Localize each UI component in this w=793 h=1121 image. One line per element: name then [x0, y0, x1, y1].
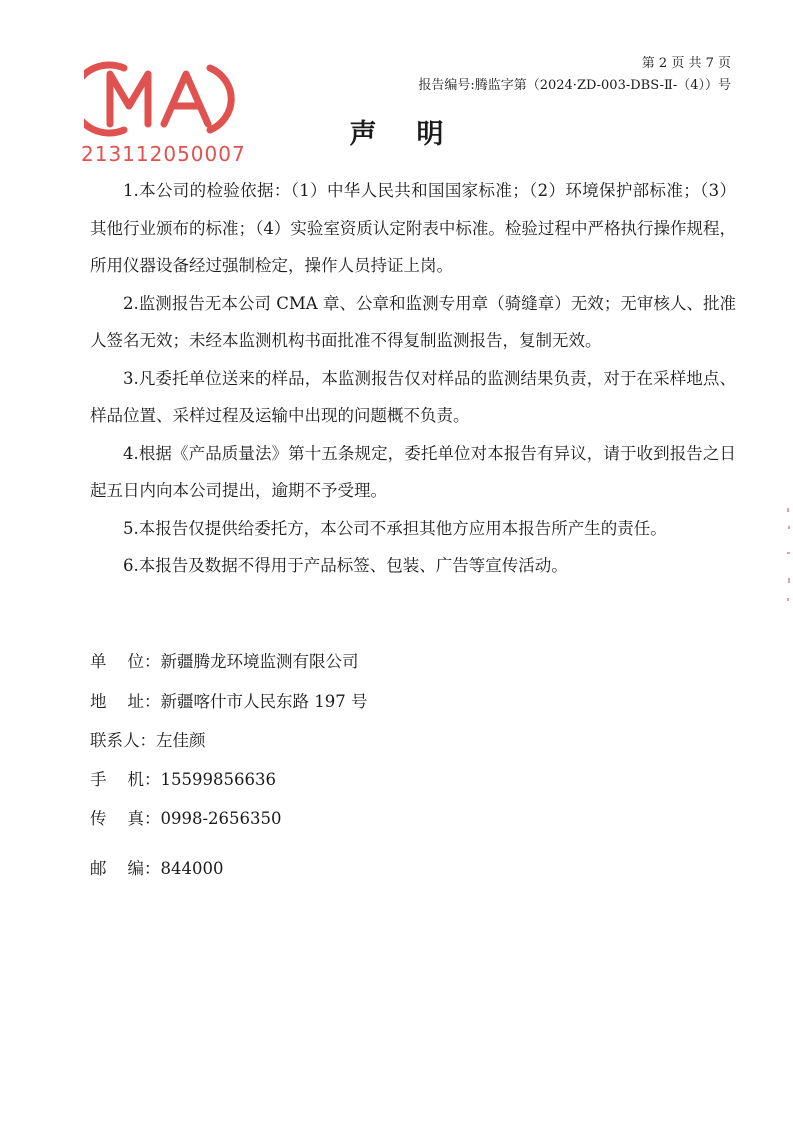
- address-value: 新疆喀什市人民东路 197 号: [160, 692, 368, 711]
- contact-person-label: 联系人：: [90, 731, 156, 750]
- clause-4: 4.根据《产品质量法》第十五条规定，委托单位对本报告有异议，请于收到报告之日起五日内向本公司提出，逾期不予受理。: [90, 443, 736, 500]
- declaration-clauses: [90, 172, 736, 585]
- page-title: 声明: [349, 119, 484, 150]
- contact-address: [90, 688, 367, 712]
- clause-6: 6.本报告及数据不得用于产品标签、包装、广告等宣传活动。: [123, 556, 568, 575]
- report-number: 报告编号:腾监字第（2024·ZD-003-DBS-Ⅱ-（4））号: [418, 78, 731, 93]
- contact-unit: [90, 648, 358, 672]
- fax-label: 传 真：: [90, 809, 161, 828]
- postcode-value: 844000: [160, 859, 224, 878]
- clause-2: 2.监测报告无本公司 CMA 章、公章和监测专用章（骑缝章）无效；无审核人、批准人签名无效；未经本监测机构书面批准不得复制监测报告，复制无效。: [90, 293, 736, 350]
- mobile-value: 15599856636: [160, 770, 276, 789]
- contact-person-value: 左佳颜: [156, 731, 206, 750]
- clause-3: 3.凡委托单位送来的样品，本监测报告仅对样品的监测结果负责，对于在采样地点、样品位置、采样过程及运输中出现的问题概不负责。: [90, 368, 736, 425]
- contact-person: [90, 727, 206, 751]
- contact-mobile: [90, 766, 276, 790]
- seam-seal-edge-marks: [786, 500, 792, 620]
- unit-value: 新疆腾龙环境监测有限公司: [160, 652, 359, 671]
- contact-postcode: [90, 855, 223, 879]
- postcode-label: 邮 编：: [90, 859, 161, 878]
- clause-1: 1.本公司的检验依据：（1）中华人民共和国国家标准；（2）环境保护部标准；（3）其他行业颁布的标准；（4）实验室资质认定附表中标准。检验过程中严格执行操作规程，所用仪器设备经过强制检定，操作人员持证上岗。: [90, 181, 736, 275]
- mobile-label: 手 机：: [90, 770, 161, 789]
- unit-label: 单 位：: [90, 652, 161, 671]
- page-counter: 第 2 页 共 7 页: [641, 56, 731, 71]
- fax-value: 0998-2656350: [160, 809, 282, 828]
- address-label: 地 址：: [90, 692, 161, 711]
- cma-certificate-number: 213112050007: [81, 142, 246, 166]
- clause-5: 5.本报告仅提供给委托方，本公司不承担其他方应用本报告所产生的责任。: [123, 518, 667, 538]
- contact-fax: [90, 805, 282, 829]
